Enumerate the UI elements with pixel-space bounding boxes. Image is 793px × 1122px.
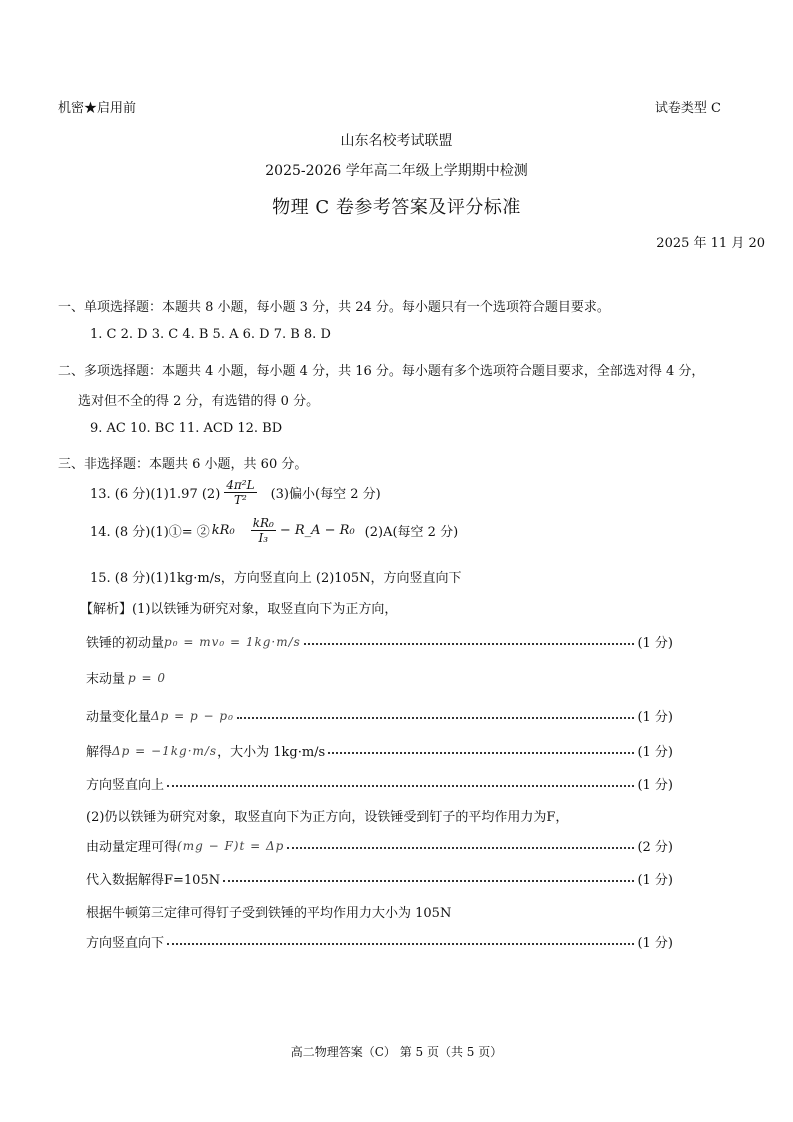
q15-line-formula: Δp = −1kg·m/s	[112, 743, 218, 758]
q15-answer: 15. (8 分)(1)1kg·m/s，方向竖直向上 (2)105N，方向竖直向下	[90, 571, 462, 586]
exam-date: 2025 年 11 月 20	[656, 236, 765, 251]
section2-heading-cont: 选对但不全的得 2 分，有选错的得 0 分。	[78, 394, 320, 409]
section3-heading: 三、非选择题：本题共 6 小题，共 60 分。	[58, 457, 308, 472]
q15-line-solve	[86, 741, 673, 760]
q14-frac-den: I₃	[258, 531, 269, 545]
q15-line-score: (1 分)	[637, 745, 673, 760]
leader-dots	[223, 879, 634, 882]
q15-line-score: (1 分)	[637, 936, 673, 951]
exam-alliance-title: 山东名校考试联盟	[340, 133, 453, 149]
page-title: 物理 C 卷参考答案及评分标准	[272, 197, 521, 218]
q15-line-text: 铁锤的初动量	[86, 636, 165, 651]
leader-dots	[304, 642, 635, 645]
q14-prefix: 14. (8 分)(1)①= ②	[90, 525, 210, 540]
q13-fraction	[224, 478, 256, 507]
section2-heading: 二、多项选择题：本题共 4 小题，每小题 4 分，共 16 分。每小题有多个选项符合题目要求，全部选对得 4 分，	[58, 364, 705, 379]
q15-line-direction-down	[86, 932, 673, 951]
section1-heading: 一、单项选择题：本题共 8 小题，每小题 3 分，共 24 分。每小题只有一个选项符合题目要求。	[58, 300, 610, 315]
q14-kr0: kR₀	[211, 523, 235, 538]
q15-line-text: 末动量	[86, 672, 126, 687]
q15-line-text: 方向竖直向上	[86, 778, 165, 793]
q15-line-text: 代入数据解得F=105N	[86, 873, 221, 888]
q14-answer	[90, 516, 458, 545]
q15-line-formula: (mg − F)t = Δp	[177, 838, 285, 853]
q15-line-direction-up	[86, 774, 673, 793]
leader-dots	[328, 751, 634, 754]
q15-line-substitute	[86, 869, 673, 888]
section1-answers: 1. C 2. D 3. C 4. B 5. A 6. D 7. B 8. D	[90, 327, 331, 342]
q13-frac-den: T²	[234, 493, 247, 507]
confidential-label: 机密★启用前	[58, 101, 137, 116]
page-footer: 高二物理答案（C） 第 5 页（共 5 页）	[290, 1045, 503, 1059]
q14-minus-terms: − R_A − R₀	[279, 523, 355, 538]
leader-dots	[237, 716, 635, 719]
q15-line-initial-momentum	[86, 632, 673, 651]
q15-line-text: 解得	[86, 745, 113, 760]
q15-line-text: 动量变化量	[86, 710, 152, 725]
q14-fraction	[251, 516, 276, 545]
q15-line-score: (1 分)	[637, 873, 673, 888]
q15-analysis-intro: 【解析】(1)以铁锤为研究对象，取竖直向下为正方向，	[80, 602, 398, 617]
paper-type-label: 试卷类型 C	[654, 101, 721, 116]
q15-line-momentum-change	[86, 706, 673, 725]
q15-newton-third-law: 根据牛顿第三定律可得钉子受到铁锤的平均作用力大小为 105N	[86, 906, 452, 921]
q15-line-score: (1 分)	[637, 778, 673, 793]
leader-dots	[167, 784, 634, 787]
q15-part2-intro: (2)仍以铁锤为研究对象，取竖直向下为正方向，设铁锤受到钉子的平均作用力为F，	[86, 810, 569, 825]
q15-line-text: 由动量定理可得	[86, 840, 178, 855]
q15-line-formula: p = 0	[128, 670, 167, 685]
q15-line-formula: p₀ = mv₀ = 1kg·m/s	[164, 634, 301, 649]
q13-answer	[90, 478, 381, 507]
q13-suffix: (3)偏小(每空 2 分)	[270, 487, 381, 502]
q15-line-final-momentum	[86, 668, 166, 687]
q14-suffix: (2)A(每空 2 分)	[364, 525, 459, 540]
section2-answers: 9. AC 10. BC 11. ACD 12. BD	[90, 421, 283, 436]
q15-line-score: (1 分)	[637, 710, 673, 725]
leader-dots	[167, 942, 634, 945]
q13-prefix: 13. (6 分)(1)1.97 (2)	[90, 487, 221, 502]
q15-line-score: (2 分)	[637, 840, 673, 855]
q13-frac-num: 4π²L	[226, 478, 255, 492]
q15-line-impulse-theorem	[86, 836, 673, 855]
leader-dots	[287, 846, 634, 849]
q14-frac-num: kR₀	[252, 516, 274, 530]
q15-line-text: 方向竖直向下	[86, 936, 165, 951]
exam-session-title: 2025-2026 学年高二年级上学期期中检测	[265, 163, 528, 179]
q15-line-formula: Δp = p − p₀	[151, 708, 234, 723]
q15-line-tail: ，大小为 1kg·m/s	[217, 745, 326, 760]
q15-line-score: (1 分)	[637, 636, 673, 651]
